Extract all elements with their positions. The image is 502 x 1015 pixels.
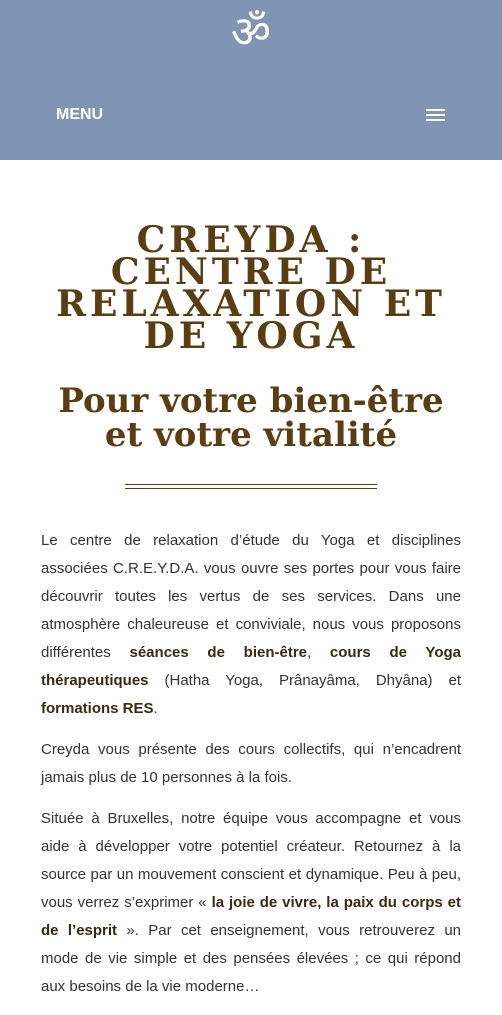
intro-text-2: , xyxy=(307,644,330,661)
page-subtitle: Pour votre bien-être et votre vitalité xyxy=(58,381,444,455)
hamburger-line xyxy=(426,109,445,111)
bold-formations-res: formations RES xyxy=(41,700,154,717)
bold-joie-de-vivre: la joie de vivre, la paix du corps et de l’esprit xyxy=(41,894,461,939)
menu-label[interactable]: MENU xyxy=(56,106,104,123)
location-paragraph xyxy=(41,805,461,1001)
bold-cours-yoga: cours de Yoga thérapeutiques xyxy=(41,644,461,689)
intro-paragraph xyxy=(41,527,461,723)
location-text-2: ». Par cet enseignement, vous retrouverez un mode de vie simple et des pensées élevées ; ce qui répond aux besoins de la vie moderne… xyxy=(41,922,462,995)
om-logo-icon[interactable]: ॐ xyxy=(230,7,272,58)
hamburger-line xyxy=(426,114,445,116)
intro-text-4: . xyxy=(153,700,158,717)
page-title: CREYDA : CENTRE DE RELAXATION ET DE YOGA xyxy=(56,219,446,357)
double-divider xyxy=(125,484,377,489)
site-header xyxy=(0,0,502,160)
intro-text-3: (Hatha Yoga, Prânayâma, Dhyâna) et xyxy=(148,672,461,689)
courses-paragraph: Creyda vous présente des cours collectifs, qui n’encadrent jamais plus de 10 personnes à la fois. xyxy=(41,741,461,786)
hamburger-line xyxy=(426,119,445,121)
location-text-1: Située à Bruxelles, notre équipe vous accompagne et vous aide à développer votre potentiel créateur. Retournez à la source par un mouvement conscient et dynamique. Peu à peu, vous verrez s’exprimer « xyxy=(41,810,461,911)
hamburger-menu-icon[interactable] xyxy=(426,109,445,122)
main-content xyxy=(0,219,502,1001)
bold-seances-bien-etre: séances de bien-être xyxy=(129,644,308,661)
intro-text-1: Le centre de relaxation d’étude du Yoga et disciplines associées C.R.E.Y.D.A. vous ouvre ses portes pour vous faire découvrir toutes les vertus de ses services. Dans une atmosphère chaleureuse et conviviale, nous vous proposons différentes xyxy=(41,532,461,661)
